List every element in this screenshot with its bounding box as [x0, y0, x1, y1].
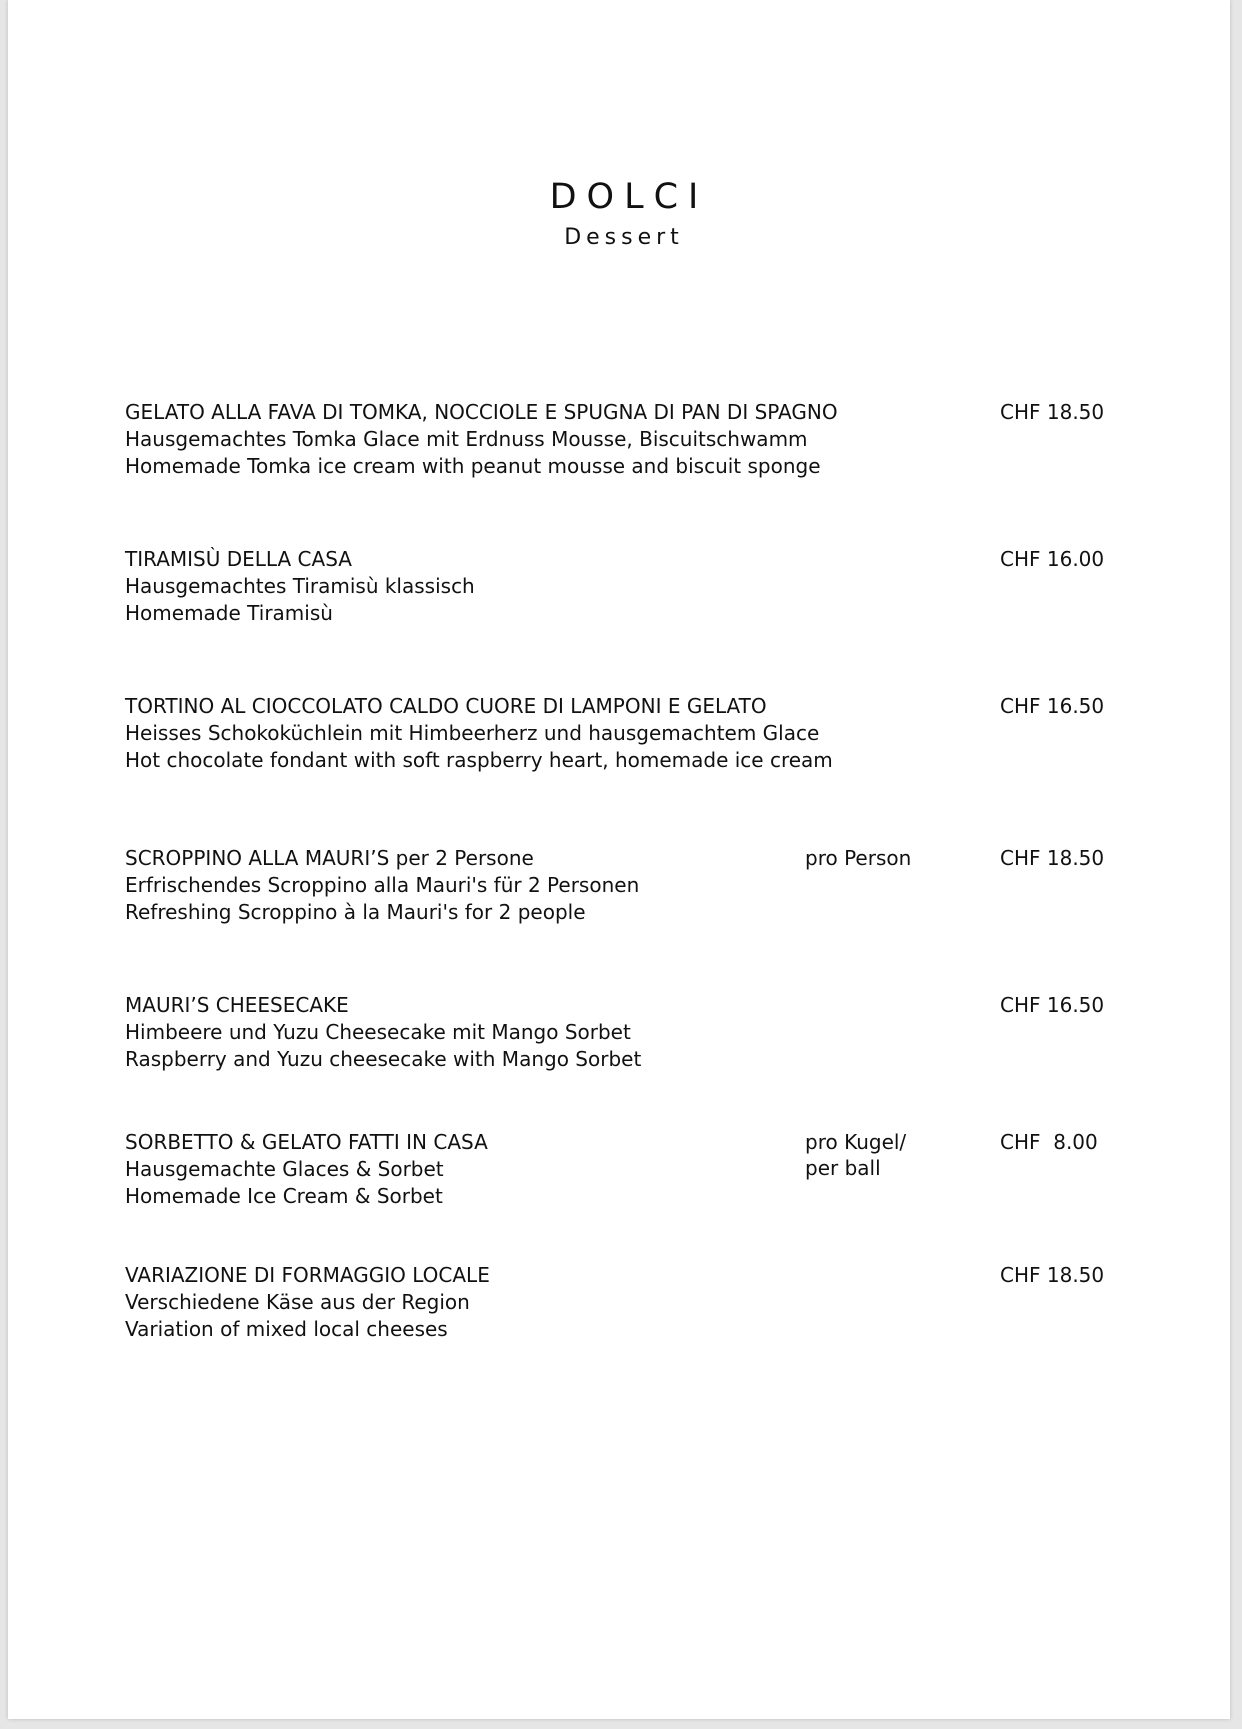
item-desc-de: Verschiedene Käse aus der Region [125, 1290, 470, 1314]
item-name: SCROPPINO ALLA MAURI’S per 2 Persone [125, 846, 534, 870]
item-desc-en: Homemade Tiramisù [125, 601, 333, 625]
item-price: CHF 16.50 [1000, 694, 1105, 718]
item-name: SORBETTO & GELATO FATTI IN CASA [125, 1130, 488, 1154]
menu-item-tortino [125, 693, 1125, 774]
item-desc-en: Homemade Tomka ice cream with peanut mousse and biscuit sponge [125, 454, 821, 478]
menu-page [8, 0, 1230, 1719]
item-desc-en: Variation of mixed local cheeses [125, 1317, 448, 1341]
item-name: GELATO ALLA FAVA DI TOMKA, NOCCIOLE E SPUGNA DI PAN DI SPAGNO [125, 400, 838, 424]
menu-item-scroppino [125, 845, 1125, 926]
menu-item-cheesecake [125, 992, 1125, 1073]
item-desc-de: Erfrischendes Scroppino alla Mauri's für 2 Personen [125, 873, 640, 897]
item-desc-en: Homemade Ice Cream & Sorbet [125, 1184, 443, 1208]
item-desc-de: Hausgemachtes Tomka Glace mit Erdnuss Mousse, Biscuitschwamm [125, 427, 808, 451]
menu-item-tiramisu [125, 546, 1125, 627]
item-name: VARIAZIONE DI FORMAGGIO LOCALE [125, 1263, 490, 1287]
item-price: CHF 8.00 [1000, 1130, 1098, 1154]
item-desc-de: Himbeere und Yuzu Cheesecake mit Mango Sorbet [125, 1020, 631, 1044]
menu-subtitle: Dessert [564, 225, 684, 250]
item-price: CHF 18.50 [1000, 1263, 1105, 1287]
item-price: CHF 18.50 [1000, 400, 1105, 424]
item-name: MAURI’S CHEESECAKE [125, 993, 349, 1017]
item-desc-en: Refreshing Scroppino à la Mauri's for 2 people [125, 900, 586, 924]
menu-title: DOLCI [549, 177, 709, 217]
item-desc-en: Raspberry and Yuzu cheesecake with Mango Sorbet [125, 1047, 642, 1071]
menu-item-formaggio [125, 1262, 1125, 1343]
menu-item-sorbetto [125, 1129, 1125, 1210]
item-desc-de: Hausgemachte Glaces & Sorbet [125, 1157, 444, 1181]
item-unit: pro Kugel/ per ball [805, 1130, 907, 1180]
item-name: TIRAMISÙ DELLA CASA [125, 547, 352, 571]
item-desc-de: Heisses Schokoküchlein mit Himbeerherz und hausgemachtem Glace [125, 721, 820, 745]
item-unit: pro Person [805, 846, 912, 870]
item-price: CHF 18.50 [1000, 846, 1105, 870]
item-desc-de: Hausgemachtes Tiramisù klassisch [125, 574, 475, 598]
item-price: CHF 16.00 [1000, 547, 1105, 571]
item-desc-en: Hot chocolate fondant with soft raspberry heart, homemade ice cream [125, 748, 833, 772]
item-price: CHF 16.50 [1000, 993, 1105, 1017]
item-name: TORTINO AL CIOCCOLATO CALDO CUORE DI LAMPONI E GELATO [125, 694, 767, 718]
menu-item-gelato-tomka [125, 399, 1125, 480]
